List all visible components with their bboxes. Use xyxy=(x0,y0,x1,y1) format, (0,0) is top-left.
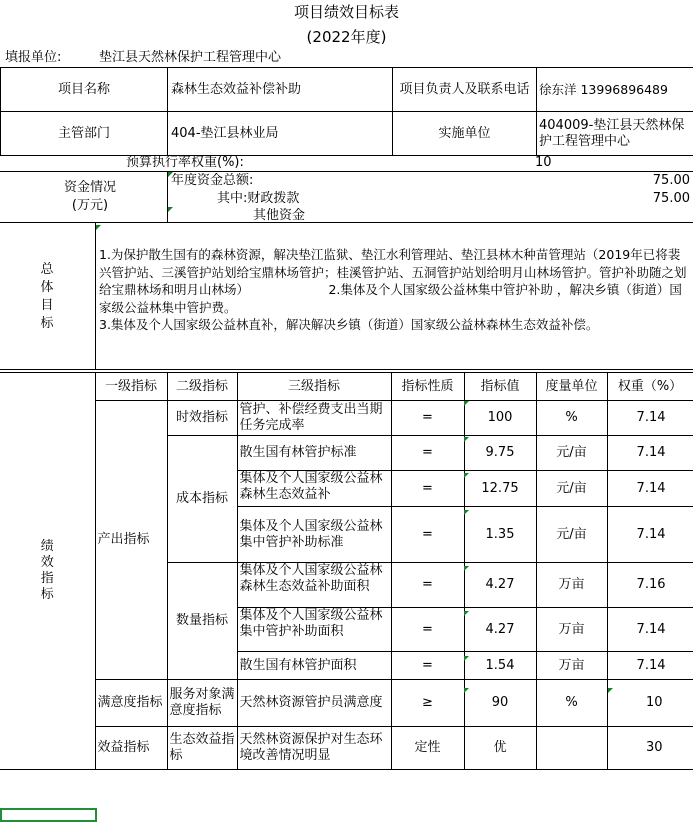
indicator-nature: = xyxy=(391,652,464,680)
goals-label-2: 体 xyxy=(40,280,54,295)
fiscal-label: 其中:财政拨款 xyxy=(217,191,300,206)
page-year: (2022年度) xyxy=(306,28,387,46)
indicator-name: 天然林资源管护员满意度 xyxy=(237,680,391,727)
indicator-value[interactable]: 1.54 xyxy=(464,652,536,680)
indicator-unit: 万亩 xyxy=(536,652,607,680)
indicator-unit: 万亩 xyxy=(536,608,607,652)
indicator-name: 集体及个人国家级公益林森林生态效益补助面积 xyxy=(237,563,391,608)
level1-satisfaction: 满意度指标 xyxy=(95,680,167,727)
budget-weight-value[interactable]: 10 xyxy=(535,155,552,170)
goals-text[interactable]: 1.为保护散生国有的森林资源，解决垫江监狱、垫江水利管理站、垫江县林木种苗管理站（2019年已将裴兴管护站、三溪管护站划给宝鼎林场管护；桂溪管护站、五洞管护站划给明月山林场管护。管护补助随之划给宝鼎林场和明月山林场） 2.集体及个人国家级公益林集中管护补助 ，解决乡镇（街道）国家级公益林集中管护费。 3.集体及个人国家级公益林直补，解决解决乡镇（街道）国家级公益林森林生态效益补偿。 xyxy=(99,247,687,332)
comment-marker xyxy=(464,473,469,478)
comment-marker xyxy=(608,688,613,693)
header-level1: 一级指标 xyxy=(95,373,167,401)
annual-total-value[interactable]: 75.00 xyxy=(652,173,690,188)
dept-label: 主管部门 xyxy=(1,112,168,156)
indicator-nature: = xyxy=(391,471,464,507)
funds-divider xyxy=(167,171,168,223)
indicator-weight[interactable]: 7.14 xyxy=(607,436,693,471)
indicator-nature: = xyxy=(391,507,464,563)
indicator-name: 集体及个人国家级公益林集中管护补助标准 xyxy=(237,507,391,563)
indicator-nature: = xyxy=(391,608,464,652)
indicator-value[interactable]: 优 xyxy=(464,727,536,770)
indicator-unit: 元/亩 xyxy=(536,471,607,507)
unit-value: 垫江县天然林保护工程管理中心 xyxy=(99,50,282,65)
indicator-weight[interactable]: 7.14 xyxy=(607,471,693,507)
other-funds-label: 其他资金 xyxy=(253,208,306,223)
indicator-value[interactable]: 9.75 xyxy=(464,436,536,471)
indicator-unit: 元/亩 xyxy=(536,436,607,471)
indicator-value[interactable]: 100 xyxy=(464,401,536,436)
indicator-name: 集体及个人国家级公益林集中管护补助面积 xyxy=(237,608,391,652)
impl-value[interactable]: 404009-垫江县天然林保护工程管理中心 xyxy=(537,112,693,156)
indicator-name: 散生国有林管护面积 xyxy=(237,652,391,680)
annual-total-label: 年度资金总额: xyxy=(171,173,254,188)
indicator-weight[interactable]: 7.14 xyxy=(607,507,693,563)
goals-divider xyxy=(95,223,96,370)
indicator-name: 管护、补偿经费支出当期任务完成率 xyxy=(237,401,391,436)
indicator-value[interactable]: 4.27 xyxy=(464,608,536,652)
budget-weight-label: 预算执行率权重(%): xyxy=(126,155,244,170)
header-nature: 指标性质 xyxy=(391,373,464,401)
header-weight: 权重（%） xyxy=(607,373,693,401)
comment-marker xyxy=(464,656,469,661)
indicator-nature: = xyxy=(391,563,464,608)
comment-marker xyxy=(464,401,469,406)
perf-label-cell: 绩 效 指 标 xyxy=(0,373,95,770)
indicator-weight[interactable]: 7.16 xyxy=(607,563,693,608)
dept-value[interactable]: 404-垫江县林业局 xyxy=(168,112,393,156)
level2-time: 时效指标 xyxy=(167,401,237,436)
level1-benefit: 效益指标 xyxy=(95,727,167,770)
comment-marker xyxy=(464,437,469,442)
header-unit: 度量单位 xyxy=(536,373,607,401)
indicator-name: 天然林资源保护对生态环境改善情况明显 xyxy=(237,727,391,770)
impl-label: 实施单位 xyxy=(393,112,537,156)
comment-marker xyxy=(168,207,173,212)
contact-value[interactable]: 徐东洋 13996896489 xyxy=(537,68,693,112)
indicator-weight[interactable]: 7.14 xyxy=(607,401,693,436)
level1-output: 产出指标 xyxy=(95,401,167,680)
indicator-unit: % xyxy=(536,401,607,436)
goals-label-3: 目 xyxy=(40,298,54,313)
indicator-value[interactable]: 1.35 xyxy=(464,507,536,563)
level2-quantity: 数量指标 xyxy=(167,563,237,680)
project-name-value[interactable]: 森林生态效益补偿补助 xyxy=(168,68,393,112)
indicator-weight[interactable]: 7.14 xyxy=(607,652,693,680)
level2-eco: 生态效益指标 xyxy=(167,727,237,770)
indicator-nature: = xyxy=(391,401,464,436)
info-table xyxy=(0,67,693,156)
indicator-weight[interactable]: 10 xyxy=(607,680,693,727)
indicator-nature: ≥ xyxy=(391,680,464,727)
indicator-weight[interactable]: 30 xyxy=(607,727,693,770)
indicator-weight[interactable]: 7.14 xyxy=(607,608,693,652)
header-level3: 三级指标 xyxy=(237,373,391,401)
goals-label-1: 总 xyxy=(40,262,54,277)
indicator-name: 集体及个人国家级公益林森林生态效益补 xyxy=(237,471,391,507)
project-name-label: 项目名称 xyxy=(1,68,168,112)
indicator-name: 散生国有林管护标准 xyxy=(237,436,391,471)
level2-cost: 成本指标 xyxy=(167,436,237,563)
unit-label: 填报单位: xyxy=(5,50,62,65)
comment-marker xyxy=(464,566,469,571)
header-level2: 二级指标 xyxy=(167,373,237,401)
fiscal-value[interactable]: 75.00 xyxy=(652,191,690,206)
indicator-value[interactable]: 90 xyxy=(464,680,536,727)
header-value: 指标值 xyxy=(464,373,536,401)
indicator-unit xyxy=(536,727,607,770)
indicator-unit: 元/亩 xyxy=(536,507,607,563)
indicator-unit: % xyxy=(536,680,607,727)
indicator-value[interactable]: 4.27 xyxy=(464,563,536,608)
page-title: 项目绩效目标表 xyxy=(293,3,399,21)
indicator-nature: 定性 xyxy=(391,727,464,770)
comment-marker xyxy=(464,688,469,693)
comment-marker xyxy=(96,225,101,230)
indicator-nature: = xyxy=(391,436,464,471)
goals-label-4: 标 xyxy=(40,316,54,331)
level2-service: 服务对象满意度指标 xyxy=(167,680,237,727)
comment-marker xyxy=(464,611,469,616)
funds-label-2: (万元) xyxy=(71,198,109,213)
indicator-unit: 万亩 xyxy=(536,563,607,608)
indicator-value[interactable]: 12.75 xyxy=(464,471,536,507)
contact-label: 项目负责人及联系电话 xyxy=(393,68,537,112)
comment-marker xyxy=(168,172,173,177)
selected-cell[interactable] xyxy=(0,808,97,822)
perf-table xyxy=(0,372,693,770)
comment-marker xyxy=(464,510,469,515)
funds-label-1: 资金情况 xyxy=(63,180,116,195)
